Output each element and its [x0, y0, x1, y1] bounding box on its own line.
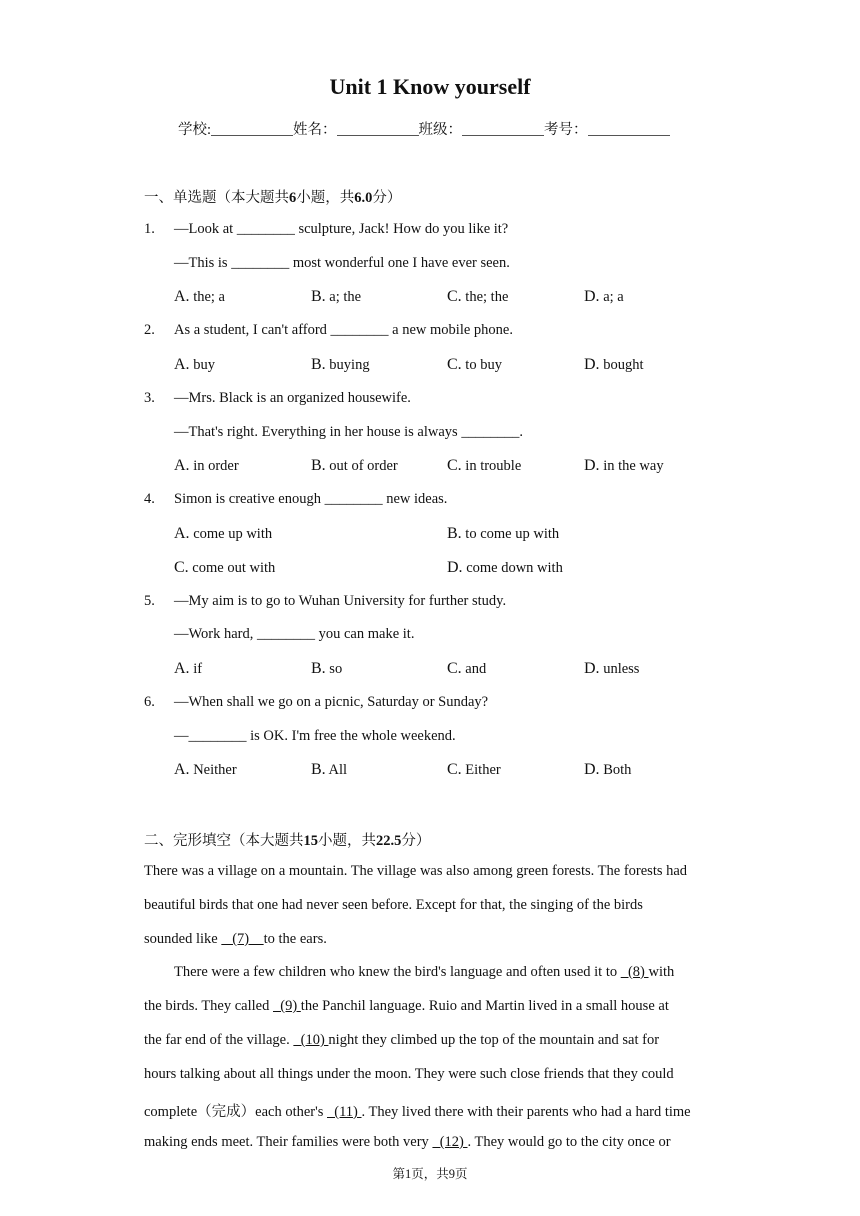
option-d: D. a; a [584, 288, 624, 305]
question-text: —________ is OK. I'm free the whole weekend. [174, 728, 456, 744]
section-title-single-choice: 一、单选题（本大题共6小题，共6.0分） [144, 190, 402, 206]
option-c: C. and [447, 660, 487, 677]
option-b: B. a; the [311, 288, 362, 305]
question-number: 3. [144, 390, 155, 406]
question-text: As a student, I can't afford ________ a new mobile phone. [174, 322, 513, 338]
option-c: C. to buy [447, 356, 502, 373]
blank-9: (9) [273, 998, 301, 1014]
class-label: 班级： [418, 122, 463, 138]
option-b: B. All [311, 761, 348, 778]
question-text: Simon is creative enough ________ new ideas. [174, 491, 448, 507]
passage-line: There were a few children who knew the bird's language and often used it to (8) with [174, 964, 675, 980]
option-c: C. come out with [174, 559, 276, 576]
name-label: 姓名： [293, 122, 337, 138]
question-text: —My aim is to go to Wuhan University for further study. [174, 593, 507, 609]
option-d: D. Both [584, 761, 632, 778]
option-b: B. out of order [311, 457, 398, 474]
page-title: Unit 1 Know yourself [329, 74, 531, 99]
question-text: —Look at ________ sculpture, Jack! How do you like it? [174, 221, 509, 237]
school-blank [211, 121, 293, 136]
blank-11: (11) [327, 1104, 362, 1120]
passage-line: beautiful birds that one had never seen before. Except for that, the singing of the birds [144, 897, 643, 913]
blank-8: (8) [620, 964, 649, 980]
option-a: A. come up with [174, 525, 273, 542]
passage-line: the far end of the village. (10) night they climbed up the top of the mountain and sat for [144, 1032, 660, 1048]
passage-line: sounded like (7) to the ears. [144, 931, 327, 947]
school-label: 学校: [178, 122, 212, 138]
passage-line: There was a village on a mountain. The village was also among green forests. The forests had [144, 863, 688, 879]
option-c: C. Either [447, 761, 501, 778]
option-c: C. the; the [447, 288, 509, 305]
blank-12: (12) [432, 1134, 468, 1150]
blank-7: (7) [221, 931, 264, 947]
exam-no-blank [588, 121, 670, 136]
option-c: C. in trouble [447, 457, 522, 474]
blank-10: (10) [293, 1032, 329, 1048]
question-number: 4. [144, 491, 155, 507]
option-a: A. Neither [174, 761, 237, 778]
exam-no-label: 考号： [544, 122, 588, 138]
question-text: —Mrs. Black is an organized housewife. [174, 390, 411, 406]
student-info-line [178, 118, 670, 139]
question-number: 2. [144, 322, 155, 338]
passage-line: hours talking about all things under the moon. They were such close friends that they could [144, 1066, 674, 1082]
option-d: D. bought [584, 356, 644, 373]
class-blank [462, 121, 544, 136]
page-footer: 第1页，共9页 [392, 1167, 468, 1181]
section-title-cloze: 二、完形填空（本大题共15小题，共22.5分） [144, 833, 431, 849]
option-a: A. if [174, 660, 203, 677]
passage-line: making ends meet. Their families were both very (12) . They would go to the city once or [144, 1134, 671, 1150]
passage-line: complete（完成）each other's (11) . They lived there with their parents who had a hard time [144, 1104, 691, 1120]
question-text: —Work hard, ________ you can make it. [174, 626, 415, 642]
option-b: B. to come up with [447, 525, 560, 542]
name-blank [337, 121, 419, 136]
question-number: 1. [144, 221, 155, 237]
question-number: 5. [144, 593, 155, 609]
question-text: —That's right. Everything in her house is always ________. [174, 424, 523, 440]
option-b: B. so [311, 660, 343, 677]
option-d: D. come down with [447, 559, 563, 576]
option-d: D. in the way [584, 457, 664, 474]
option-b: B. buying [311, 356, 370, 373]
option-d: D. unless [584, 660, 640, 677]
option-a: A. in order [174, 457, 239, 474]
passage-line: the birds. They called (9) the Panchil language. Ruio and Martin lived in a small house at [144, 998, 669, 1014]
question-number: 6. [144, 694, 155, 710]
question-text: —This is ________ most wonderful one I have ever seen. [174, 255, 510, 271]
option-a: A. buy [174, 356, 215, 373]
option-a: A. the; a [174, 288, 225, 305]
question-text: —When shall we go on a picnic, Saturday or Sunday? [174, 694, 489, 710]
